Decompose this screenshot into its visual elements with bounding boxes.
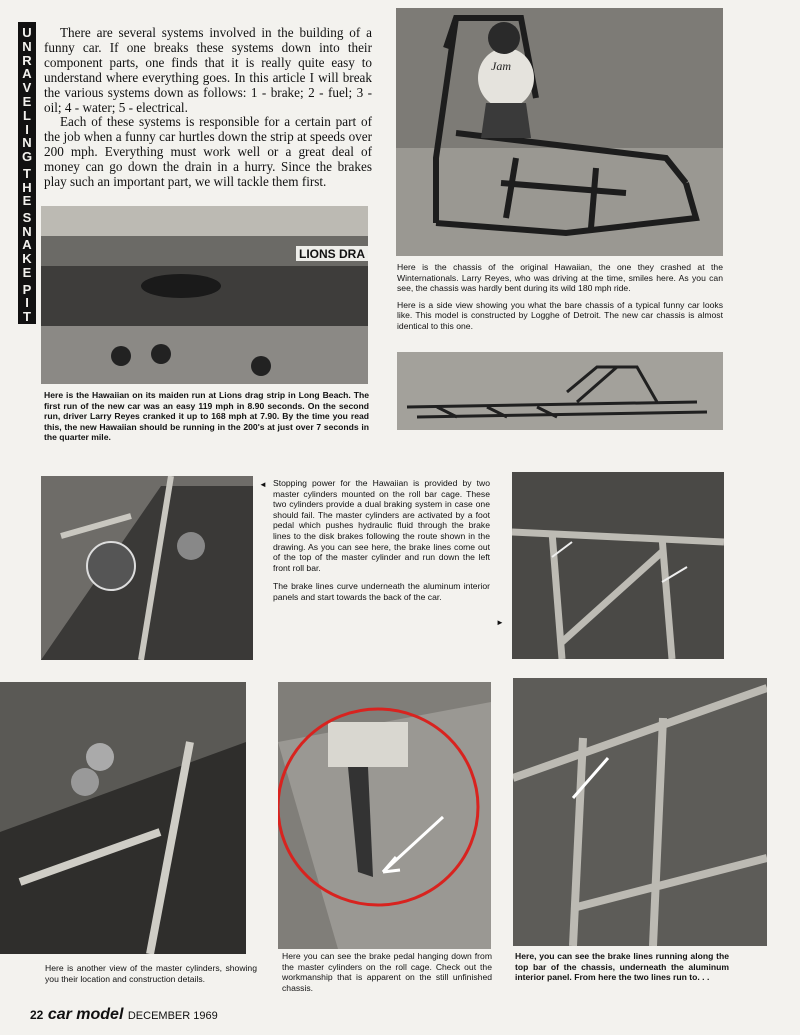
intro-text — [44, 26, 372, 190]
caption-stopping-power — [273, 478, 490, 609]
caption-brake-pedal — [282, 951, 492, 999]
issue-date: DECEMBER 1969 — [127, 1010, 218, 1022]
caption-side-view-text: Here is a side view showing you what the bare chassis of a typical funny car looks like. This model is constructed by Logghe of Detroit. The new car chassis is almost identical to this one. — [397, 299, 723, 331]
side-title-letter: V — [22, 80, 32, 96]
side-title-letter: U — [22, 25, 32, 40]
side-title-letter: N — [22, 38, 32, 54]
side-title — [18, 22, 36, 324]
photo-chassis-driver — [396, 8, 723, 256]
caption-stopping-power-text: Stopping power for the Hawaiian is provided by two master cylinders mounted on the roll bar cage. These two cylinders provide a dual braking system in case one should fail. The master cylinders are activated by a foot pedal which pushes hydraulic fluid through the brake lines to the disk brakes following the route shown in the drawing. As you can see here, the brake lines come out of the top of the master cylinder and run down the left front roll bar. — [273, 478, 490, 573]
side-title-letter: N — [22, 223, 32, 239]
photo-drag-strip — [41, 206, 368, 384]
side-title-letter: N — [22, 135, 32, 151]
caption-chassis-text: Here is the chassis of the original Hawaiian, the one they crashed at the Winternationals. Larry Reyes, who was driving at the time, smiles here. As you can see, the chassis was hardly bent during its wild 180 mph ride. — [397, 262, 723, 294]
caption-top-bar — [515, 951, 729, 989]
caption-another-view-text: Here is another view of the master cylinders, showing you their location and construction details. — [45, 963, 257, 984]
photo-brake-pedal — [278, 682, 491, 949]
shirt-text: Jam — [491, 59, 511, 73]
photo-master-cylinders-bottom — [0, 682, 246, 954]
caption-another-view — [45, 963, 257, 990]
intro-paragraph-2: Each of these systems is responsible for a certain part of the job when a funny car hurtles down the strip at speeds over 200 mph. Everything must work well or a great deal of money can go down the drain in a hurry. Since the brakes play such an important part, we will tackle them first. — [44, 114, 372, 190]
caption-maiden-run-text: Here is the Hawaiian on its maiden run at Lions drag strip in Long Beach. The first run of the new car was an easy 119 mph in 8.90 seconds. On the second run, driver Larry Reyes cranked it up to 168 mph at 7.90. By the time you read this, the new Hawaiian should be running in the 200's at just over 7 seconds in the quarter mile. — [44, 390, 369, 443]
caption-maiden-run — [44, 390, 369, 449]
side-title-letter: H — [22, 179, 32, 195]
side-title-letter: E — [22, 265, 32, 281]
caption-top-bar-text: Here, you can see the brake lines running along the top bar of the chassis, underneath the aluminum interior panel. From here the two lines run to. . . — [515, 951, 729, 983]
caption-chassis — [397, 262, 723, 338]
side-title-letter: R — [22, 52, 32, 68]
magazine-title: car model — [47, 1006, 124, 1023]
photo-side-view-chassis — [397, 352, 723, 430]
side-title-letter: P — [22, 281, 32, 297]
side-title-letter: E — [22, 193, 32, 209]
side-title-letter: A — [22, 237, 32, 253]
photo-chassis-rails — [512, 472, 724, 659]
side-title-letter: A — [22, 66, 32, 82]
side-title-letter: T — [23, 309, 31, 325]
photo-top-bar-brake-lines — [513, 678, 767, 946]
intro-paragraph-1: There are several systems involved in the building of a funny car. If one breaks these systems down into their component parts, one finds that it is really quite easy to understand where everything goes. In this article I will break the various systems down as follows: 1 - brake; 2 - fuel; 3 - oil; 4 - water; 5 - electrical. — [44, 25, 372, 115]
caption-brake-pedal-text: Here you can see the brake pedal hanging down from the master cylinders on the roll cage. Check out the workmanship that is apparent on the still unfinished chassis. — [282, 951, 492, 993]
photo-master-cylinder-left — [41, 476, 253, 660]
page-number: 22 — [30, 1008, 44, 1022]
arrow-right-marker: ► — [496, 618, 504, 627]
side-title-letter: S — [22, 209, 32, 225]
side-title-letter: T — [23, 165, 31, 181]
side-title-letter: L — [23, 107, 31, 123]
caption-brake-lines-curve-text: The brake lines curve underneath the aluminum interior panels and start towards the back of the car. — [273, 581, 490, 602]
side-title-letter: K — [22, 251, 32, 267]
side-title-letter: I — [25, 295, 29, 311]
side-title-letter: E — [22, 93, 32, 109]
side-title-letter: G — [21, 149, 33, 165]
lions-banner: LIONS DRA — [299, 247, 365, 261]
side-title-letter: I — [25, 121, 29, 137]
page-footer — [30, 1006, 218, 1024]
arrow-left-marker: ◄ — [259, 480, 267, 489]
